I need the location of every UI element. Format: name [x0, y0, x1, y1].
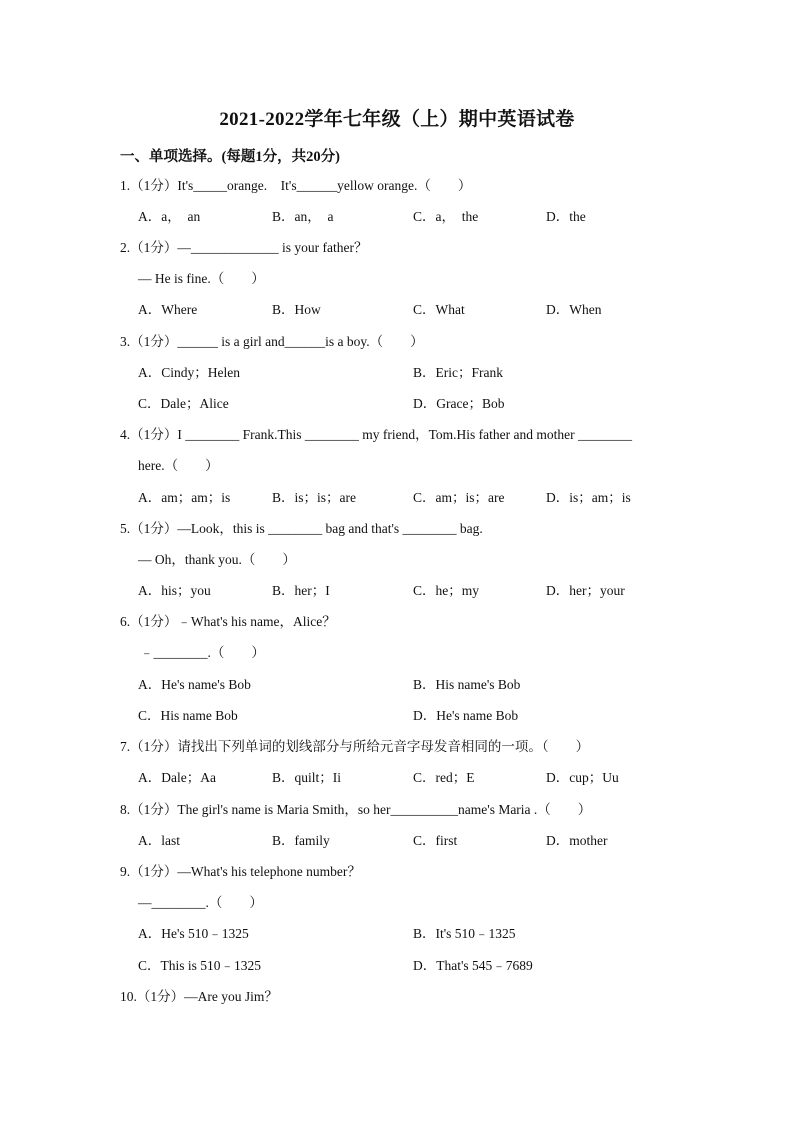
q1-option-a: A．a， an — [138, 209, 201, 224]
q2-option-c: C．What — [413, 302, 465, 317]
question-5-stem-line2: — Oh，thank you.（ ） — [138, 552, 296, 567]
q4-option-a: A．am；am；is — [138, 490, 231, 505]
q1-option-d: D．the — [546, 209, 586, 224]
q5-option-d: D．her；your — [546, 583, 625, 598]
q7-option-b: B．quilt；Ii — [272, 770, 342, 785]
q2-option-b: B．How — [272, 302, 321, 317]
q7-option-a: A．Dale；Aa — [138, 770, 216, 785]
q9-option-c: C．This is 510﹣1325 — [138, 958, 262, 973]
q7-option-d: D．cup；Uu — [546, 770, 619, 785]
q9-option-d: D．That's 545﹣7689 — [413, 958, 533, 973]
question-1-stem: 1.（1分）It's_____orange. It's______yellow orange.（ ） — [120, 178, 472, 193]
q3-option-b: B．Eric；Frank — [413, 365, 503, 380]
q5-option-b: B．her；I — [272, 583, 330, 598]
question-10-stem: 10.（1分）—Are you Jim？ — [120, 989, 278, 1004]
q4-option-c: C．am；is；are — [413, 490, 505, 505]
question-7-stem: 7.（1分）请找出下列单词的划线部分与所给元音字母发音相同的一项。（ ） — [120, 739, 590, 754]
q4-option-d: D．is；am；is — [546, 490, 631, 505]
q1-option-c: C．a， the — [413, 209, 479, 224]
q6-option-b: B．His name's Bob — [413, 677, 521, 692]
question-6-stem-line2: ﹣________.（ ） — [140, 645, 265, 660]
q1-option-b: B．an， a — [272, 209, 334, 224]
question-2-stem: 2.（1分）—_____________ is your father？ — [120, 240, 368, 255]
q8-option-a: A．last — [138, 833, 180, 848]
q2-option-a: A．Where — [138, 302, 198, 317]
q3-option-a: A．Cindy；Helen — [138, 365, 240, 380]
question-9-stem-line2: —________.（ ） — [138, 895, 263, 910]
q8-option-d: D．mother — [546, 833, 608, 848]
q9-option-b: B．It's 510﹣1325 — [413, 926, 516, 941]
question-4-stem: 4.（1分）I ________ Frank.This ________ my friend，Tom.His father and mother ________ — [120, 427, 632, 442]
q3-option-c: C．Dale；Alice — [138, 396, 229, 411]
q5-option-c: C．he；my — [413, 583, 479, 598]
section-heading: 一、单项选择。(每题1分，共20分) — [120, 149, 340, 165]
q4-option-b: B．is；is；are — [272, 490, 356, 505]
q6-option-c: C．His name Bob — [138, 708, 238, 723]
q7-option-c: C．red；E — [413, 770, 475, 785]
q2-option-d: D．When — [546, 302, 602, 317]
q6-option-d: D．He's name Bob — [413, 708, 519, 723]
question-4-stem-line2: here.（ ） — [138, 458, 219, 473]
question-9-stem: 9.（1分）—What's his telephone number？ — [120, 864, 361, 879]
q6-option-a: A．He's name's Bob — [138, 677, 251, 692]
q9-option-a: A．He's 510﹣1325 — [138, 926, 249, 941]
q3-option-d: D．Grace；Bob — [413, 396, 505, 411]
question-8-stem: 8.（1分）The girl's name is Maria Smith，so her__________name's Maria .（ ） — [120, 802, 592, 817]
q5-option-a: A．his；you — [138, 583, 211, 598]
q8-option-b: B．family — [272, 833, 330, 848]
question-6-stem: 6.（1分）﹣What's his name，Alice？ — [120, 614, 336, 629]
question-3-stem: 3.（1分）______ is a girl and______is a boy.（ ） — [120, 334, 424, 349]
q8-option-c: C．first — [413, 833, 458, 848]
question-5-stem: 5.（1分）—Look，this is ________ bag and that's ________ bag. — [120, 521, 483, 536]
exam-title: 2021-2022学年七年级（上）期中英语试卷 — [219, 109, 575, 130]
question-2-stem-line2: — He is fine.（ ） — [138, 271, 265, 286]
